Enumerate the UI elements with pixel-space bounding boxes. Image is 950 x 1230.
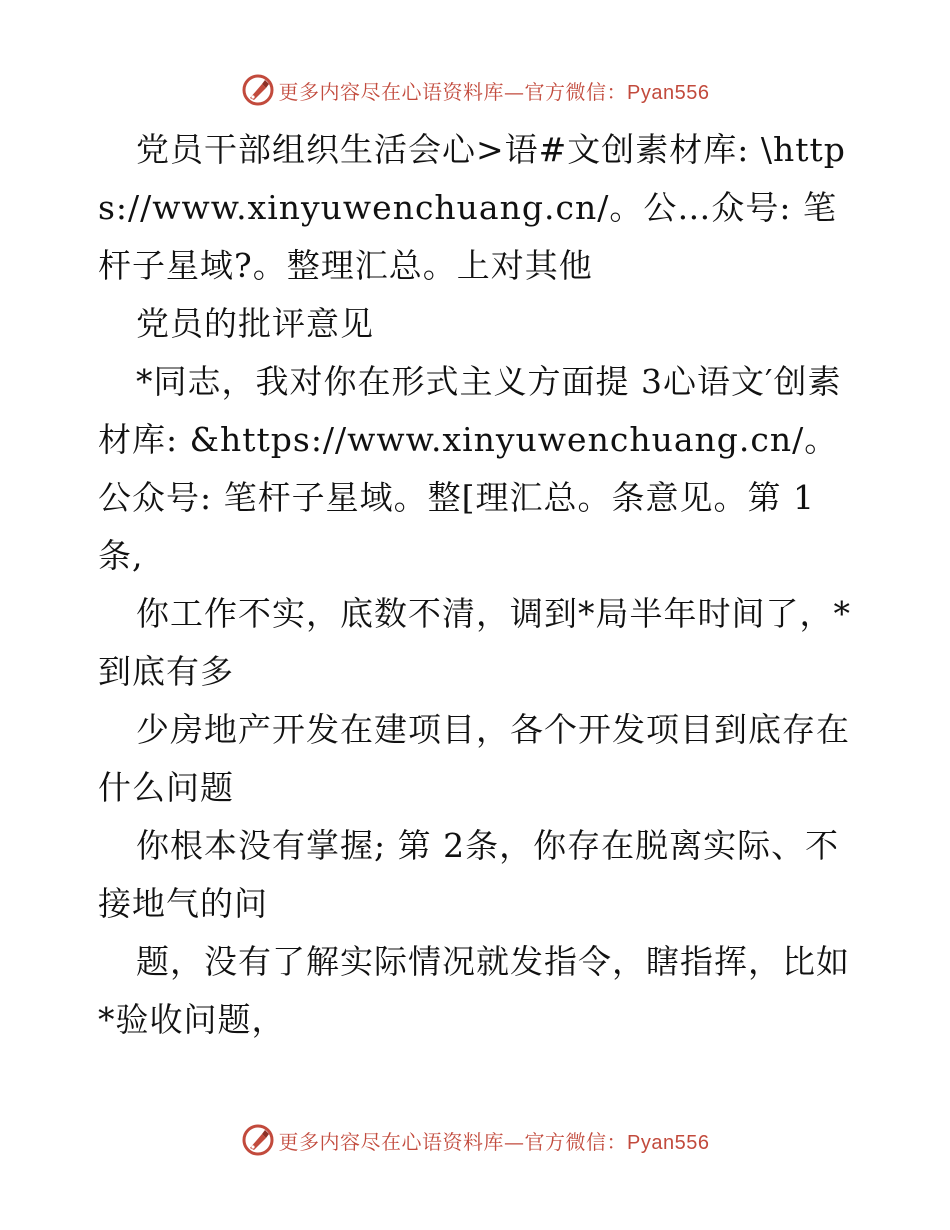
wechat-id: Pyan556 xyxy=(627,81,710,104)
pen-nib-logo-icon xyxy=(241,73,275,107)
watermark-text: 更多内容尽在心语资料库—官方微信：Pyan556 xyxy=(278,1129,710,1154)
header-watermark-banner xyxy=(0,70,950,110)
footer-watermark-banner xyxy=(0,1120,950,1160)
paragraph: *同志，我对你在形式主义方面提 3心语文′创素材库: &https://www.xinyuwenchuang.cn/。公众号: 笔杆子星域。整[理汇总。条意见。第 1 条, xyxy=(98,362,842,575)
paragraph: 党员的批评意见 xyxy=(136,304,374,343)
watermark-text: 更多内容尽在心语资料库—官方微信：Pyan556 xyxy=(278,79,710,104)
paragraph: 你工作不实，底数不清，调到*局半年时间了，*到底有多 xyxy=(98,594,851,691)
pen-nib-logo-icon xyxy=(241,1123,275,1157)
wechat-id: Pyan556 xyxy=(627,1131,710,1154)
paragraph: 你根本没有掌握; 第 2条，你存在脱离实际、不接地气的问 xyxy=(98,826,840,923)
document-body xyxy=(98,121,858,1049)
paragraph: 少房地产开发在建项目，各个开发项目到底存在什么问题 xyxy=(98,710,850,807)
paragraph: 题，没有了解实际情况就发指令，瞎指挥，比如*验收问题， xyxy=(98,942,850,1039)
paragraph: 党员干部组织生活会心>语#文创素材库: \https://www.xinyuwenchuang.cn/。公…众号: 笔杆子星域?。整理汇总。上对其他 xyxy=(98,130,846,285)
